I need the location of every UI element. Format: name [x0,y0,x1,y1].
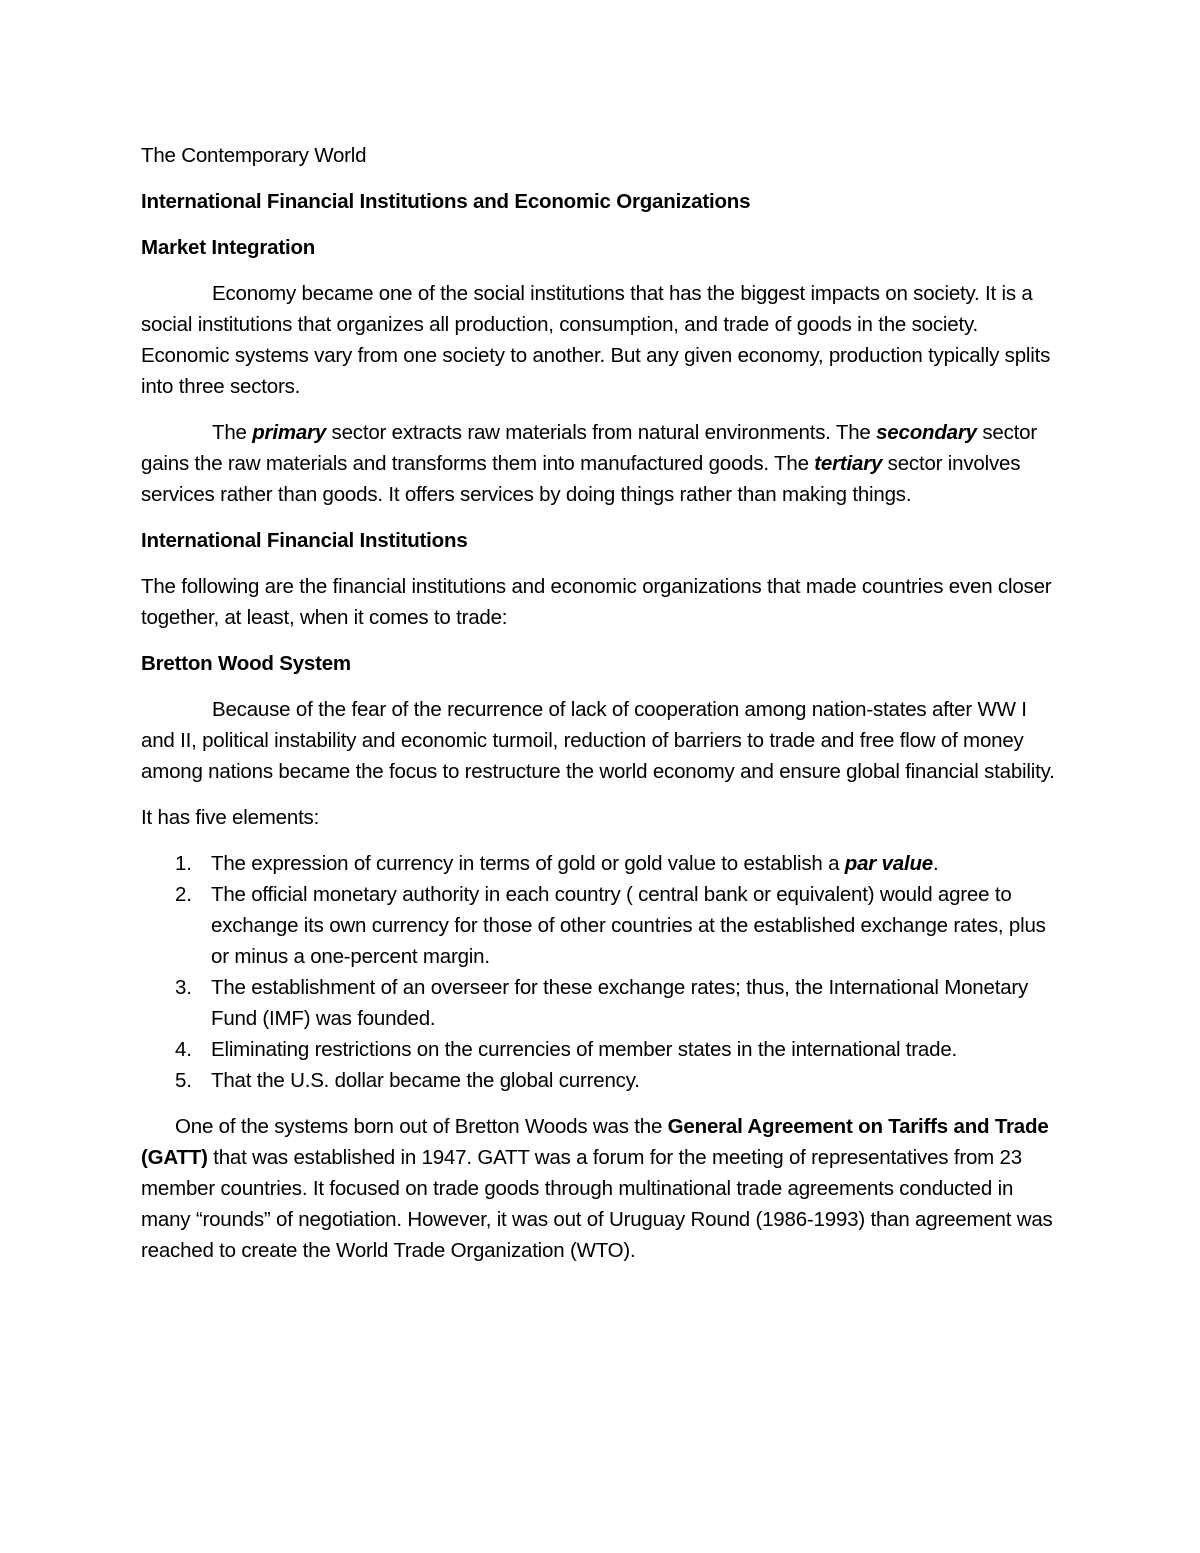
bretton-wood-paragraph: Because of the fear of the recurrence of lack of cooperation among nation-states after WW I and II, political instability and economic turmoil, reduction of barriers to trade and free flow of money among nations became the focus to restructure the world economy and ensure global financial stability. [141,698,1055,783]
sectors-text-1: The [212,421,253,444]
list-item [175,848,1061,879]
elements-list [141,848,1061,1096]
list-number: 2. [175,883,192,906]
sectors-text-2: sector extracts raw materials from natural environments. The [326,421,877,444]
list-text-end: . [932,852,939,875]
list-item [175,972,1061,1034]
ifi-intro-paragraph: The following are the financial institutions and economic organizations that made countries even closer together, at least, when it comes to trade: [141,575,1052,629]
tertiary-term: tertiary [814,452,883,475]
elements-intro: It has five elements: [141,806,320,829]
gatt-paragraph [141,1111,1061,1266]
sectors-text-3: sector gains the raw materials and transforms them into manufactured goods. The [141,421,1037,475]
list-text: The official monetary authority in each country ( central bank or equivalent) would agree to exchange its own currency for those of other countries at the established exchange rates, plus or minus a one-percent margin. [211,883,1046,968]
secondary-term: secondary [876,421,977,444]
list-number: 1. [175,852,192,875]
gatt-text-1: One of the systems born out of Bretton Woods was the [175,1115,668,1138]
course-title: The Contemporary World [141,144,367,167]
gatt-term: General Agreement on Tariffs and Trade (GATT) [141,1115,1049,1169]
market-integration-heading: Market Integration [141,236,316,259]
list-number: 5. [175,1069,192,1092]
gatt-text-2: that was established in 1947. GATT was a forum for the meeting of representatives from 23 member countries. It focused on trade goods through multinational trade agreements conducted in many “rounds” of negotiation. However, it was out of Uruguay Round (1986-1993) than agreement was reached to create the World Trade Organization (WTO). [141,1146,1053,1262]
ifi-heading: International Financial Institutions [141,529,468,552]
list-text: The establishment of an overseer for these exchange rates; thus, the International Monetary Fund (IMF) was founded. [211,976,1029,1030]
topic-title: International Financial Institutions and Economic Organizations [141,190,751,213]
bretton-wood-heading: Bretton Wood System [141,652,351,675]
economy-paragraph: Economy became one of the social institutions that has the biggest impacts on society. It is a social institutions that organizes all production, consumption, and trade of goods in the society. Economic systems vary from one society to another. But any given economy, production typically splits into three sectors. [141,282,1051,398]
par-value-term: par value [844,852,933,875]
sectors-text-4: sector involves services rather than goods. It offers services by doing things rather than making things. [141,452,1021,506]
list-item [175,879,1061,972]
list-item [175,1065,1061,1096]
list-item [175,1034,1061,1065]
list-text: Eliminating restrictions on the currencies of member states in the international trade. [211,1038,958,1061]
document-page [141,140,1061,1281]
primary-term: primary [252,421,327,444]
list-text: The expression of currency in terms of gold or gold value to establish a [211,852,845,875]
list-number: 3. [175,976,192,999]
sectors-paragraph [141,417,1061,510]
list-number: 4. [175,1038,192,1061]
list-text: That the U.S. dollar became the global currency. [211,1069,640,1092]
